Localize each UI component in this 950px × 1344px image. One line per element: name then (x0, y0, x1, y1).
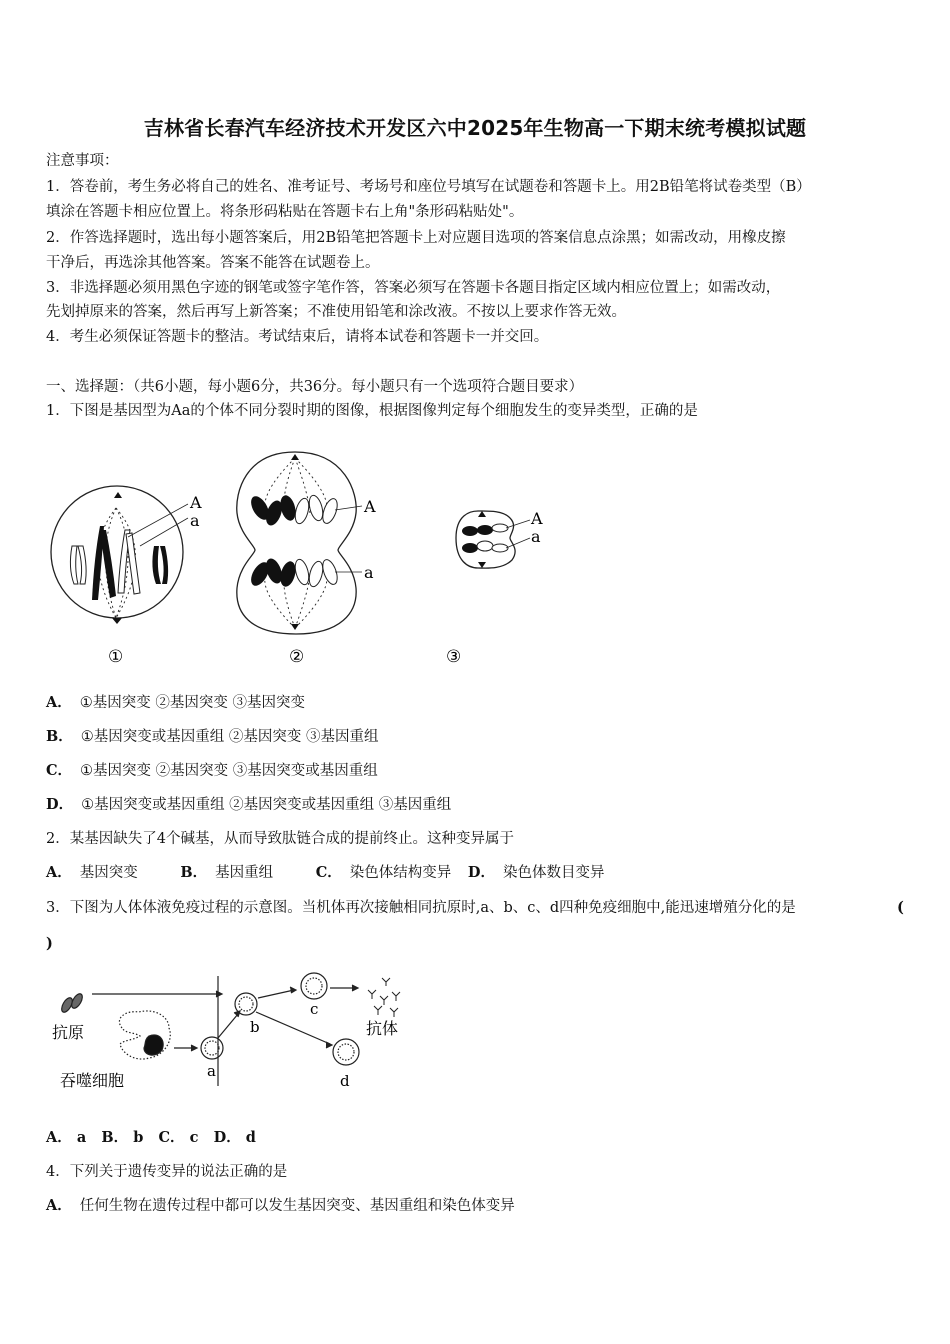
question-2-stem (46, 829, 906, 849)
antibody-label: 抗体 (366, 1019, 399, 1038)
cell-c-label: c (310, 1000, 319, 1018)
cell-3-chromosomes (462, 511, 508, 568)
option-a[interactable] (46, 865, 138, 881)
cell-b-label: b (250, 1018, 260, 1036)
option-label: A． (46, 1129, 72, 1146)
question-3-options (46, 1128, 256, 1148)
figure-label-1: ① (108, 647, 124, 667)
option-a[interactable] (46, 1129, 86, 1146)
answer-paren-open: ( (897, 899, 904, 916)
option-b[interactable] (101, 1129, 143, 1146)
option-b[interactable] (180, 865, 273, 881)
option-label: A． (46, 694, 72, 711)
notes-line: 先划掉原来的答案，然后再写上新答案；不准使用铅笔和涂改液。不按以上要求作答无效。 (46, 304, 626, 320)
question-2-options (46, 863, 604, 883)
option-text: ①基因突变或基因重组 ②基因突变 ③基因重组 (80, 729, 379, 745)
notes-line: 干净后，再选涂其他答案。答案不能答在试题卷上。 (46, 255, 380, 271)
question-number: 1． (46, 403, 70, 419)
immune-response-figure (44, 968, 414, 1098)
question-text: 下图为人体体液免疫过程的示意图。当机体再次接触相同抗原时,a、b、c、d四种免疫细胞中,能迅速增殖分化的是 (69, 900, 796, 916)
option-c[interactable] (316, 865, 452, 881)
option-d[interactable] (468, 865, 605, 881)
question-1-stem (46, 401, 906, 421)
allele-label-a: a (364, 563, 374, 582)
option-label: C． (315, 864, 342, 881)
question-number: 4． (46, 1164, 70, 1180)
question-text: 某基因缺失了4个碱基，从而导致肽链合成的提前终止。这种变异属于 (69, 831, 514, 847)
question-3-stem (46, 898, 866, 918)
notes-line: 4．考生必须保证答题卡的整洁。考试结束后，请将本试卷和答题卡一并交回。 (46, 329, 549, 345)
section-heading: 一、选择题：（共6小题，每小题6分，共36分。每小题只有一个选项符合题目要求） (46, 379, 584, 395)
option-text: d (245, 1129, 256, 1146)
allele-label-A: A (190, 493, 202, 512)
option-label: B． (180, 864, 208, 881)
allele-label-a: a (531, 527, 541, 546)
question-number: 3． (46, 900, 70, 916)
question-text: 下图是基因型为Aa的个体不同分裂时期的图像，根据图像判定每个细胞发生的变异类型，正确的是 (69, 403, 698, 419)
cell-1-chromosomes (70, 492, 168, 624)
cell-2-chromosomes (247, 454, 340, 630)
question-text: 下列关于遗传变异的说法正确的是 (69, 1164, 288, 1180)
allele-label-A: A (531, 509, 543, 528)
option-label: B． (101, 1129, 129, 1146)
option-label: A． (46, 864, 72, 881)
option-text: ①基因突变或基因重组 ②基因突变或基因重组 ③基因重组 (81, 797, 452, 813)
cell-d-label: d (340, 1072, 350, 1090)
cell-division-figure (40, 438, 543, 672)
option-label: A． (46, 1197, 72, 1214)
option-text: 染色体数目变异 (502, 865, 605, 881)
option-a[interactable] (46, 693, 305, 713)
figure-label-2: ② (289, 647, 305, 667)
option-c[interactable] (46, 761, 378, 781)
option-label: C． (46, 762, 73, 779)
option-text: 染色体结构变异 (349, 865, 452, 881)
option-d[interactable] (46, 795, 451, 815)
page-title: 吉林省长春汽车经济技术开发区六中2025年生物高一下期末统考模拟试题 (143, 116, 807, 140)
notes-line: 2．作答选择题时，选出每小题答案后，用2B铅笔把答题卡上对应题目选项的答案信息点涂黑；如需改动，用橡皮擦 (46, 230, 786, 246)
option-c[interactable] (159, 1129, 199, 1146)
notes-heading: 注意事项： (46, 153, 119, 169)
option-text: ①基因突变 ②基因突变 ③基因突变 (79, 695, 305, 711)
cell-a-label: a (207, 1062, 216, 1080)
notes-line: 1．答卷前，考生务必将自己的姓名、准考证号、考场号和座位号填写在试题卷和答题卡上。用2B铅笔将试卷类型（B） (46, 179, 811, 195)
option-text: a (76, 1129, 87, 1146)
option-text: 基因重组 (215, 865, 274, 881)
option-d[interactable] (214, 1129, 256, 1146)
figure-label-3: ③ (446, 647, 462, 667)
option-text: 任何生物在遗传过程中都可以发生基因突变、基因重组和染色体变异 (79, 1198, 515, 1214)
allele-label-A: A (364, 497, 376, 516)
option-text: 基因突变 (79, 865, 138, 881)
cell-3-outline (456, 511, 515, 568)
option-b[interactable] (46, 727, 378, 747)
option-label: C． (158, 1129, 185, 1146)
notes-line: 3．非选择题必须用黑色字迹的钢笔或签字笔作答，答案必须写在答题卡各题目指定区域内相应位置上；如需改动， (46, 280, 781, 296)
allele-label-a: a (190, 511, 200, 530)
option-label: D． (467, 864, 495, 881)
option-label: B． (46, 728, 73, 745)
option-label: D． (213, 1129, 241, 1146)
phagocyte-label: 吞噬细胞 (60, 1071, 125, 1090)
answer-paren-close: ) (46, 935, 53, 952)
option-label: D． (46, 796, 74, 813)
antigen-label: 抗原 (52, 1023, 85, 1042)
option-text: ①基因突变 ②基因突变 ③基因突变或基因重组 (80, 763, 378, 779)
question-number: 2． (46, 831, 70, 847)
cell-2-outline (237, 452, 356, 634)
option-text: c (189, 1129, 199, 1146)
question-4-stem (46, 1162, 906, 1182)
notes-line: 填涂在答题卡相应位置上。将条形码粘贴在答题卡右上角"条形码粘贴处"。 (46, 204, 524, 220)
option-text: b (133, 1129, 144, 1146)
option-a[interactable] (46, 1196, 515, 1216)
